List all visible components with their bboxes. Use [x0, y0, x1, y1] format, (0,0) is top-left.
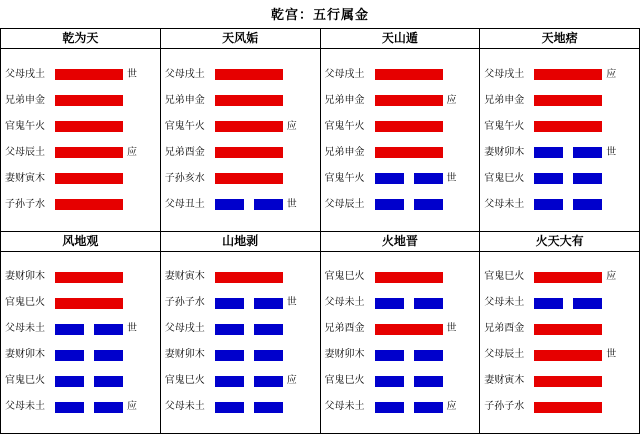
liuqin-label: 官鬼午火 — [5, 122, 51, 132]
yao-yang — [534, 272, 602, 283]
yao-yang — [55, 298, 123, 309]
shi-ying-mark: 世 — [287, 200, 301, 210]
liuqin-label: 妻财卯木 — [165, 350, 211, 360]
yao-row — [480, 140, 639, 166]
yao-yang — [215, 95, 283, 106]
liuqin-label: 子孙子水 — [165, 298, 211, 308]
yao-yin — [55, 376, 123, 387]
yao-row — [161, 394, 320, 420]
liuqin-label: 官鬼午火 — [484, 122, 530, 132]
shi-ying-mark: 应 — [287, 376, 301, 386]
shi-ying-mark: 应 — [287, 122, 301, 132]
yao-yang — [55, 69, 123, 80]
yao-yang — [215, 121, 283, 132]
liuqin-label: 官鬼午火 — [165, 122, 211, 132]
liuqin-label: 父母辰土 — [484, 350, 530, 360]
hexagram-cell[interactable] — [480, 232, 640, 434]
hexagram-lines — [480, 252, 639, 433]
hexagram-name: 乾为天 — [1, 29, 160, 49]
yao-row — [1, 264, 160, 290]
liuqin-label: 官鬼巳火 — [5, 376, 51, 386]
hexagram-cell[interactable] — [321, 232, 481, 434]
liuqin-label: 妻财寅木 — [484, 376, 530, 386]
yao-yin — [215, 376, 283, 387]
yao-row — [1, 394, 160, 420]
yao-row — [480, 394, 639, 420]
yao-row — [1, 316, 160, 342]
hexagram-cell[interactable] — [480, 29, 640, 232]
yao-yang — [375, 95, 443, 106]
yao-yang — [215, 173, 283, 184]
yao-yin — [534, 199, 602, 210]
yao-yang — [215, 272, 283, 283]
liuqin-label: 子孙子水 — [5, 200, 51, 210]
yao-yang — [534, 95, 602, 106]
yao-row — [161, 166, 320, 192]
yao-row — [161, 114, 320, 140]
shi-ying-mark: 世 — [447, 324, 461, 334]
liuqin-label: 官鬼巳火 — [325, 376, 371, 386]
liuqin-label: 父母戌土 — [5, 70, 51, 80]
hexagram-lines — [161, 49, 320, 230]
yao-row — [321, 264, 480, 290]
yao-row — [1, 114, 160, 140]
yao-row — [321, 394, 480, 420]
shi-ying-mark: 世 — [447, 174, 461, 184]
liuqin-label: 父母戌土 — [484, 70, 530, 80]
yao-row — [321, 316, 480, 342]
yao-yin — [534, 147, 602, 158]
liuqin-label: 兄弟申金 — [165, 96, 211, 106]
shi-ying-mark: 世 — [127, 70, 141, 80]
yao-row — [321, 368, 480, 394]
shi-ying-mark: 应 — [606, 272, 620, 282]
yao-yin — [534, 173, 602, 184]
yao-yang — [375, 324, 443, 335]
hexagram-name: 火地晋 — [321, 232, 480, 252]
hexagram-cell[interactable] — [1, 29, 161, 232]
liuqin-label: 官鬼午火 — [325, 122, 371, 132]
yao-yang — [534, 69, 602, 80]
hexagram-lines — [1, 49, 160, 230]
yao-row — [161, 192, 320, 218]
yao-row — [480, 264, 639, 290]
liuqin-label: 兄弟申金 — [5, 96, 51, 106]
yao-row — [321, 290, 480, 316]
hexagram-name: 天山遁 — [321, 29, 480, 49]
yao-row — [321, 342, 480, 368]
shi-ying-mark: 应 — [447, 96, 461, 106]
yao-row — [161, 140, 320, 166]
yao-yang — [55, 121, 123, 132]
liuqin-label: 父母未土 — [5, 402, 51, 412]
liuqin-label: 妻财寅木 — [5, 174, 51, 184]
liuqin-label: 兄弟酉金 — [165, 148, 211, 158]
liuqin-label: 父母戌土 — [325, 70, 371, 80]
liuqin-label: 官鬼巳火 — [5, 298, 51, 308]
liuqin-label: 妻财卯木 — [325, 350, 371, 360]
liuqin-label: 父母未土 — [484, 200, 530, 210]
hexagram-name: 火天大有 — [480, 232, 639, 252]
yao-yang — [55, 272, 123, 283]
yao-yang — [534, 121, 602, 132]
liuqin-label: 妻财卯木 — [5, 350, 51, 360]
yao-yang — [375, 147, 443, 158]
liuqin-label: 父母未土 — [484, 298, 530, 308]
yao-yang — [534, 376, 602, 387]
liuqin-label: 妻财寅木 — [165, 272, 211, 282]
shi-ying-mark: 应 — [127, 148, 141, 158]
hexagram-lines — [480, 49, 639, 230]
hexagram-name: 风地观 — [1, 232, 160, 252]
liuqin-label: 父母未土 — [325, 298, 371, 308]
liuqin-label: 官鬼巳火 — [165, 376, 211, 386]
hexagram-lines — [321, 252, 480, 433]
yao-yang — [534, 350, 602, 361]
shi-ying-mark: 世 — [606, 350, 620, 360]
yao-yang — [375, 272, 443, 283]
yao-row — [480, 290, 639, 316]
hexagram-lines — [161, 252, 320, 433]
yao-yang — [375, 69, 443, 80]
shi-ying-mark: 应 — [127, 402, 141, 412]
yao-yang — [55, 147, 123, 158]
liuqin-label: 兄弟申金 — [325, 148, 371, 158]
yao-row — [1, 342, 160, 368]
yao-yang — [534, 324, 602, 335]
shi-ying-mark: 世 — [606, 148, 620, 158]
liuqin-label: 官鬼巳火 — [325, 272, 371, 282]
yao-yin — [215, 324, 283, 335]
yao-row — [480, 88, 639, 114]
yao-row — [1, 62, 160, 88]
yao-yin — [375, 376, 443, 387]
yao-row — [480, 166, 639, 192]
hexagram-lines — [1, 252, 160, 433]
liuqin-label: 兄弟申金 — [325, 96, 371, 106]
yao-yin — [375, 199, 443, 210]
yao-row — [1, 166, 160, 192]
yao-row — [161, 88, 320, 114]
liuqin-label: 妻财卯木 — [5, 272, 51, 282]
liuqin-label: 兄弟酉金 — [325, 324, 371, 334]
yao-yin — [55, 324, 123, 335]
yao-yang — [55, 199, 123, 210]
hexagram-cell[interactable] — [1, 232, 161, 434]
yao-row — [480, 114, 639, 140]
hexagram-name: 天地痞 — [480, 29, 639, 49]
hexagram-cell[interactable] — [161, 29, 321, 232]
yao-row — [321, 114, 480, 140]
yao-row — [161, 316, 320, 342]
liuqin-label: 子孙亥水 — [165, 174, 211, 184]
yao-row — [161, 264, 320, 290]
hexagram-cell[interactable] — [321, 29, 481, 232]
liuqin-label: 子孙子水 — [484, 402, 530, 412]
liuqin-label: 兄弟申金 — [484, 96, 530, 106]
yao-yin — [375, 402, 443, 413]
shi-ying-mark: 应 — [606, 70, 620, 80]
yao-yin — [534, 298, 602, 309]
hexagram-cell[interactable] — [161, 232, 321, 434]
liuqin-label: 父母未土 — [325, 402, 371, 412]
yao-yin — [55, 402, 123, 413]
yao-yin — [215, 199, 283, 210]
hexagram-name: 山地剥 — [161, 232, 320, 252]
liuqin-label: 官鬼巳火 — [484, 272, 530, 282]
yao-yang — [55, 173, 123, 184]
liuqin-label: 官鬼午火 — [325, 174, 371, 184]
yao-row — [1, 88, 160, 114]
yao-yin — [215, 298, 283, 309]
yao-row — [161, 368, 320, 394]
page-title: 乾宫：五行属金 — [0, 0, 640, 28]
liuqin-label: 父母戌土 — [165, 324, 211, 334]
yao-row — [321, 140, 480, 166]
shi-ying-mark: 世 — [127, 324, 141, 334]
yao-yang — [55, 95, 123, 106]
hexagram-grid — [0, 28, 640, 434]
yao-row — [321, 88, 480, 114]
hexagram-lines — [321, 49, 480, 230]
shi-ying-mark: 应 — [447, 402, 461, 412]
yao-row — [321, 166, 480, 192]
liuqin-label: 父母辰土 — [325, 200, 371, 210]
liuqin-label: 妻财卯木 — [484, 148, 530, 158]
yao-row — [1, 368, 160, 394]
yao-row — [480, 316, 639, 342]
liuqin-label: 兄弟酉金 — [484, 324, 530, 334]
liuqin-label: 父母未土 — [165, 402, 211, 412]
liuqin-label: 父母丑土 — [165, 200, 211, 210]
yao-row — [1, 192, 160, 218]
yao-yin — [375, 298, 443, 309]
yao-row — [1, 290, 160, 316]
hexagram-name: 天风姤 — [161, 29, 320, 49]
yao-row — [1, 140, 160, 166]
yao-yang — [215, 69, 283, 80]
liuqin-label: 父母戌土 — [165, 70, 211, 80]
liuqin-label: 父母未土 — [5, 324, 51, 334]
liuqin-label: 父母辰土 — [5, 148, 51, 158]
liuqin-label: 官鬼巳火 — [484, 174, 530, 184]
yao-yin — [375, 350, 443, 361]
yao-row — [321, 62, 480, 88]
yao-yin — [215, 402, 283, 413]
yao-row — [480, 342, 639, 368]
yao-row — [161, 342, 320, 368]
yao-yang — [375, 121, 443, 132]
yao-row — [480, 192, 639, 218]
yao-row — [480, 62, 639, 88]
yao-yang — [534, 402, 602, 413]
yao-yin — [375, 173, 443, 184]
yao-row — [321, 192, 480, 218]
shi-ying-mark: 世 — [287, 298, 301, 308]
yao-row — [161, 62, 320, 88]
yao-yin — [215, 350, 283, 361]
yao-yang — [215, 147, 283, 158]
yao-row — [480, 368, 639, 394]
yao-row — [161, 290, 320, 316]
yao-yin — [55, 350, 123, 361]
